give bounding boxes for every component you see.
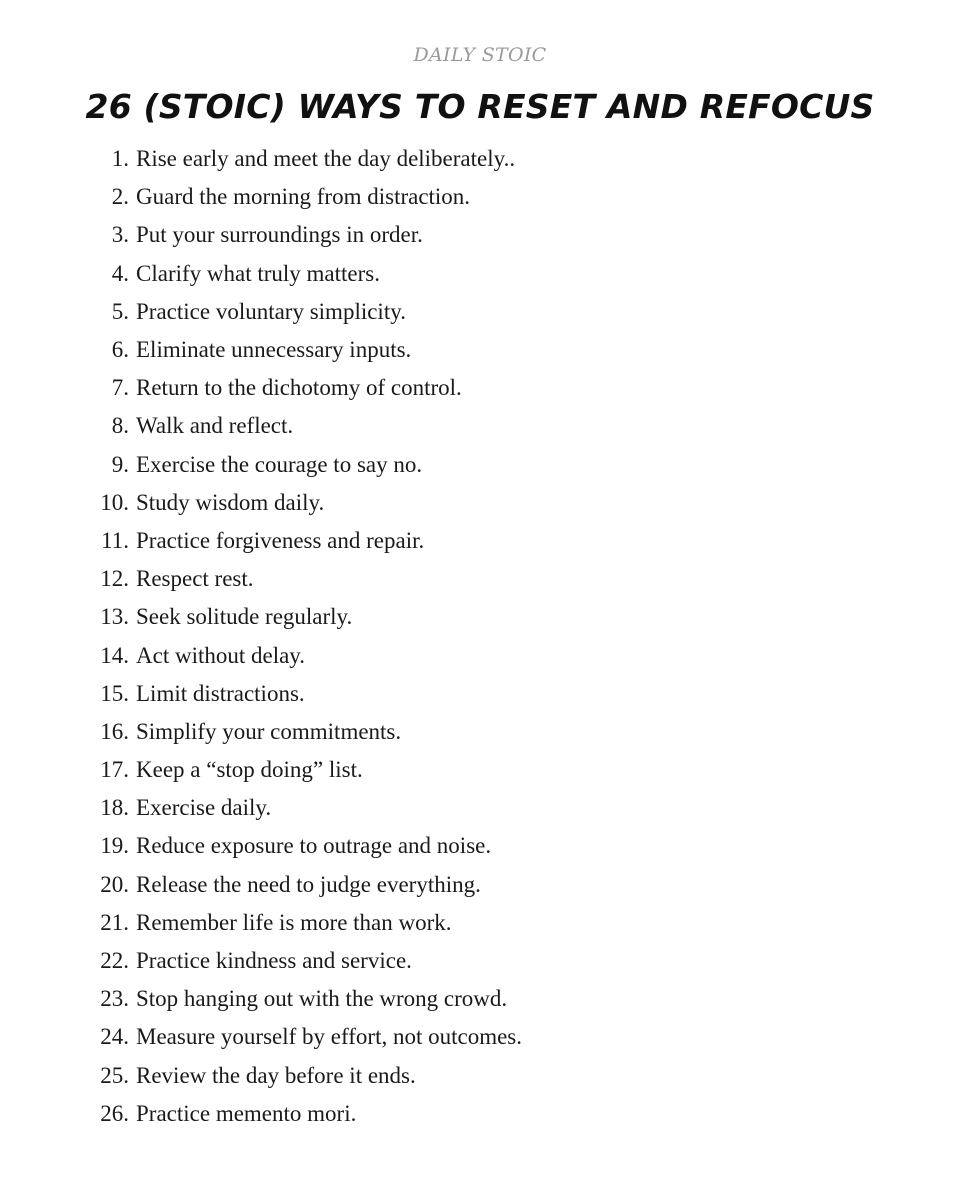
list-item-number: 4.: [111, 260, 129, 286]
list-item: [0, 1095, 522, 1133]
list-item-text: Reduce exposure to outrage and noise.: [136, 833, 492, 859]
list-item: [0, 484, 522, 522]
list-item-text: Practice forgiveness and repair.: [136, 527, 425, 553]
list-item: [0, 407, 522, 445]
list-item-number: 15.: [100, 680, 129, 706]
list-item: [0, 216, 522, 254]
list-item-number: 10.: [100, 489, 129, 515]
list-item-text: Study wisdom daily.: [136, 489, 325, 515]
list-item-number: 14.: [100, 642, 129, 668]
list-item: [0, 178, 522, 216]
list-item-number: 1.: [111, 146, 129, 172]
list-item-text: Return to the dichotomy of control.: [136, 375, 462, 401]
list-item-number: 19.: [100, 833, 129, 859]
numbered-list: [0, 140, 522, 1133]
list-item-text: Act without delay.: [136, 642, 306, 668]
list-item: [0, 942, 522, 980]
page-title: 26 (STOIC) WAYS TO RESET AND REFOCUS: [85, 87, 875, 126]
list-item: [0, 293, 522, 331]
list-item-number: 26.: [100, 1100, 129, 1126]
list-item-text: Simplify your commitments.: [136, 718, 402, 744]
list-item-number: 20.: [100, 871, 129, 897]
list-item-number: 16.: [100, 718, 129, 744]
list-item-number: 2.: [111, 184, 129, 210]
list-item-text: Seek solitude regularly.: [136, 604, 353, 630]
list-item: [0, 675, 522, 713]
list-item: [0, 1057, 522, 1095]
list-item-text: Eliminate unnecessary inputs.: [136, 337, 412, 363]
list-item: [0, 522, 522, 560]
list-item: [0, 1018, 522, 1056]
list-item-number: 3.: [111, 222, 129, 248]
list-item: [0, 446, 522, 484]
list-item-number: 22.: [100, 948, 129, 974]
list-item: [0, 636, 522, 674]
list-item: [0, 331, 522, 369]
list-item-text: Exercise the courage to say no.: [136, 451, 423, 477]
list-item-number: 18.: [100, 795, 129, 821]
list-item: [0, 255, 522, 293]
list-item: [0, 866, 522, 904]
list-item-number: 12.: [100, 566, 129, 592]
list-item: [0, 713, 522, 751]
list-item-number: 23.: [100, 986, 129, 1012]
list-item-text: Respect rest.: [136, 566, 254, 592]
list-item-number: 8.: [111, 413, 129, 439]
list-item-text: Stop hanging out with the wrong crowd.: [136, 986, 508, 1012]
list-item-text: Review the day before it ends.: [136, 1062, 416, 1088]
list-item-text: Rise early and meet the day deliberately..: [136, 146, 516, 172]
list-item-number: 25.: [100, 1062, 129, 1088]
list-item-text: Practice memento mori.: [136, 1100, 357, 1126]
list-item-text: Release the need to judge everything.: [136, 871, 481, 897]
list-item-number: 7.: [111, 375, 129, 401]
list-item-text: Keep a “stop doing” list.: [136, 757, 363, 783]
list-item-text: Measure yourself by effort, not outcomes.: [136, 1024, 523, 1050]
brand-name: DAILY STOIC: [413, 44, 547, 66]
list-item-text: Exercise daily.: [136, 795, 272, 821]
list-item-text: Walk and reflect.: [136, 413, 294, 439]
list-item: [0, 904, 522, 942]
list-item-number: 9.: [111, 451, 129, 477]
list-item: [0, 751, 522, 789]
list-item: [0, 827, 522, 865]
list-item: [0, 140, 522, 178]
list-item-number: 17.: [100, 757, 129, 783]
list-item-text: Practice kindness and service.: [136, 948, 412, 974]
list-item-number: 11.: [101, 527, 129, 553]
list-item-number: 24.: [100, 1024, 129, 1050]
list-item: [0, 789, 522, 827]
list-item: [0, 598, 522, 636]
list-item-text: Remember life is more than work.: [136, 909, 452, 935]
list-item-text: Clarify what truly matters.: [136, 260, 380, 286]
list-item-number: 21.: [100, 909, 129, 935]
list-item: [0, 560, 522, 598]
list-item-text: Practice voluntary simplicity.: [136, 298, 406, 324]
list-item: [0, 369, 522, 407]
list-item-text: Limit distractions.: [136, 680, 305, 706]
list-item-number: 5.: [111, 298, 129, 324]
list-item-number: 6.: [111, 337, 129, 363]
list-item-number: 13.: [100, 604, 129, 630]
list-item-text: Put your surroundings in order.: [136, 222, 423, 248]
list-item: [0, 980, 522, 1018]
list-item-text: Guard the morning from distraction.: [136, 184, 471, 210]
